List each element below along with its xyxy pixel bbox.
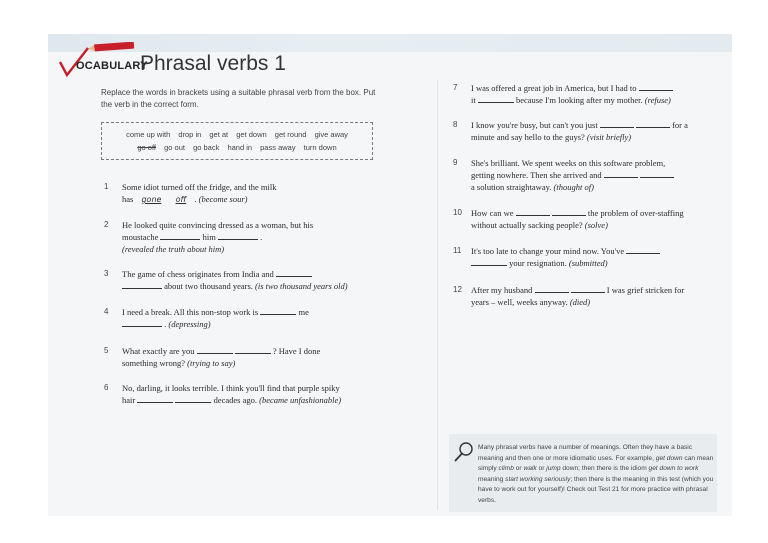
answer-blank[interactable] [604,169,638,178]
item-text: minute and say hello to the guys? [471,132,585,142]
answer-blank[interactable] [516,207,550,216]
word-item-struck: go off [137,143,157,152]
word-box-row-2 [110,141,364,154]
answer-blank[interactable] [160,231,200,240]
tip-text-part: or [515,465,522,472]
answer-blank[interactable] [535,284,569,293]
item-text: It's too late to change your mind now. You've [471,246,625,256]
item-text: him [202,232,216,242]
item-text: for a [672,120,688,130]
exercise-item-11 [453,245,723,271]
item-hint: (submitted) [568,258,608,268]
answer-blank[interactable] [478,94,514,103]
handwritten-answer[interactable]: gone [141,195,162,204]
item-text: me [298,307,309,317]
item-number: 1 [104,182,109,191]
word-item: hand in [227,143,253,152]
item-hint: (become sour) [198,194,248,204]
exercise-item-7 [453,82,723,108]
exercise-item-8 [453,119,723,145]
answer-blank[interactable] [276,268,312,277]
handwritten-answer[interactable]: off [175,195,187,204]
item-hint: (became unfashionable) [259,395,342,405]
word-item: drop in [178,130,202,139]
answer-blank[interactable] [197,345,233,354]
word-item: get down [236,130,267,139]
item-hint: (revealed the truth about him) [122,244,225,254]
word-item: turn down [303,143,337,152]
tip-emphasis: get down [655,454,683,462]
exercise-item-10 [453,207,723,233]
tip-emphasis: get down to work [648,465,699,472]
tip-emphasis: jump [546,465,561,472]
tip-text-part: can mean simply [478,454,714,472]
item-number: 6 [104,383,109,392]
answer-blank[interactable] [175,394,211,403]
exercise-item-2: 2 He looked quite convincing dressed as a woman, but his moustache him . (revealed the truth about him) [104,220,314,254]
exercise-item-9 [453,157,723,195]
item-text: something wrong? [122,358,186,368]
exercise-item-5 [104,345,424,371]
answer-blank[interactable] [571,284,605,293]
item-text: Some idiot turned off the fridge, and the milk [122,182,277,192]
answer-blank[interactable] [640,169,674,178]
item-hint: (depressing) [168,319,211,329]
exercise-item-6 [104,382,424,408]
tip-emphasis: climb [498,465,514,472]
item-text: He looked quite convincing dressed as a woman, but his [122,220,314,230]
item-number: 5 [104,346,109,355]
item-hint: (died) [569,297,591,307]
item-number: 2 [104,220,109,229]
answer-blank[interactable] [636,119,670,128]
tip-text-part: or [538,465,545,472]
item-number: 9 [453,158,458,167]
item-text: the problem of over-staffing [587,208,684,218]
item-text: She's brilliant. We spent weeks on this software problem, [471,158,666,168]
item-text: ? Have I done [272,346,321,356]
column-divider [437,80,438,510]
answer-blank[interactable] [639,82,673,91]
item-number: 8 [453,120,458,129]
word-item: give away [314,130,348,139]
item-text: about two thousand years. [164,281,253,291]
item-text: What exactly are you [122,346,195,356]
word-item: get at [209,130,229,139]
word-item: pass away [260,143,296,152]
answer-blank[interactable] [471,257,507,266]
tip-text-part: down; then there is the idiom [562,465,647,472]
item-text: without actually sacking people? [471,220,583,230]
tip-text-part: ; then there is the meaning in this test (which you have to work out for yourself)! Check out Test 21 for more practice with phrasal verbs. [478,475,714,504]
exercise-item-1: 1 Some idiot turned off the fridge, and the milk has gone off . (become sour) [104,182,277,204]
word-box [101,122,373,160]
item-text: How can we [471,208,514,218]
answer-blank[interactable] [122,318,162,327]
item-hint: (is two thousand years old) [255,281,348,291]
item-number: 7 [453,83,458,92]
item-hint: (thought of) [553,182,594,192]
magnifying-glass-icon [453,441,475,463]
answer-blank[interactable] [626,245,660,254]
item-text: a solution straightaway. [471,182,552,192]
item-text: because I'm looking after my mother. [515,95,643,105]
answer-blank[interactable] [235,345,271,354]
item-hint: (refuse) [644,95,671,105]
word-item: go out [164,143,185,152]
item-text: hair [122,395,136,405]
page-title: Phrasal verbs 1 [140,52,286,75]
item-text: moustache [122,232,159,242]
answer-blank[interactable] [218,231,258,240]
instructions: Replace the words in brackets using a suitable phrasal verb from the box. Put the verb in the correct form. [101,88,376,109]
item-text: I need a break. All this non-stop work is [122,307,259,317]
tip-text-part: meaning [478,475,504,483]
tip-text [478,443,714,506]
exercise-item-12 [453,284,723,310]
item-text: decades ago. [213,395,258,405]
item-number: 3 [104,269,109,278]
word-item: go back [193,143,220,152]
exercise-item-3 [104,268,424,294]
exercise-item-4: 4 I need a break. All this non-stop work is me . (depressing) [104,307,309,329]
word-item: get round [274,130,307,139]
item-text: I was grief stricken for [606,285,685,295]
item-text: No, darling, it looks terrible. I think you'll find that purple spiky [122,383,340,393]
answer-blank[interactable] [600,119,634,128]
header-band [48,34,732,52]
vocabulary-label: OCABULARY [76,60,148,72]
answer-blank[interactable] [122,280,162,289]
item-text: has [122,194,134,204]
word-box-row-1 [110,128,364,141]
item-hint: (trying to say) [187,358,236,368]
item-text: years – well, weeks anyway. [471,297,568,307]
item-number: 10 [453,208,462,217]
item-text: The game of chess originates from India and [122,269,274,279]
answer-blank[interactable] [552,207,586,216]
tip-text-part: Many phrasal verbs have a number of meanings. Often they have a basic meaning and then one or more idiomatic uses. For example, [478,444,693,462]
item-hint: (visit briefly) [586,132,632,142]
item-number: 4 [104,307,109,316]
item-text: I know you're busy, but can't you just [471,120,598,130]
item-text: it [471,95,476,105]
item-hint: (solve) [584,220,608,230]
tip-emphasis: start working seriously [505,475,571,483]
word-item: come up with [126,130,171,139]
item-text: After my husband [471,285,533,295]
answer-blank[interactable] [260,306,296,315]
item-text: your resignation. [509,258,567,268]
answer-blank[interactable] [137,394,173,403]
item-number: 11 [453,246,462,255]
item-text: getting nowhere. Then she arrived and [471,170,602,180]
tip-emphasis: walk [523,465,537,472]
item-text: I was offered a great job in America, but I had to [471,83,637,93]
item-number: 12 [453,285,462,294]
